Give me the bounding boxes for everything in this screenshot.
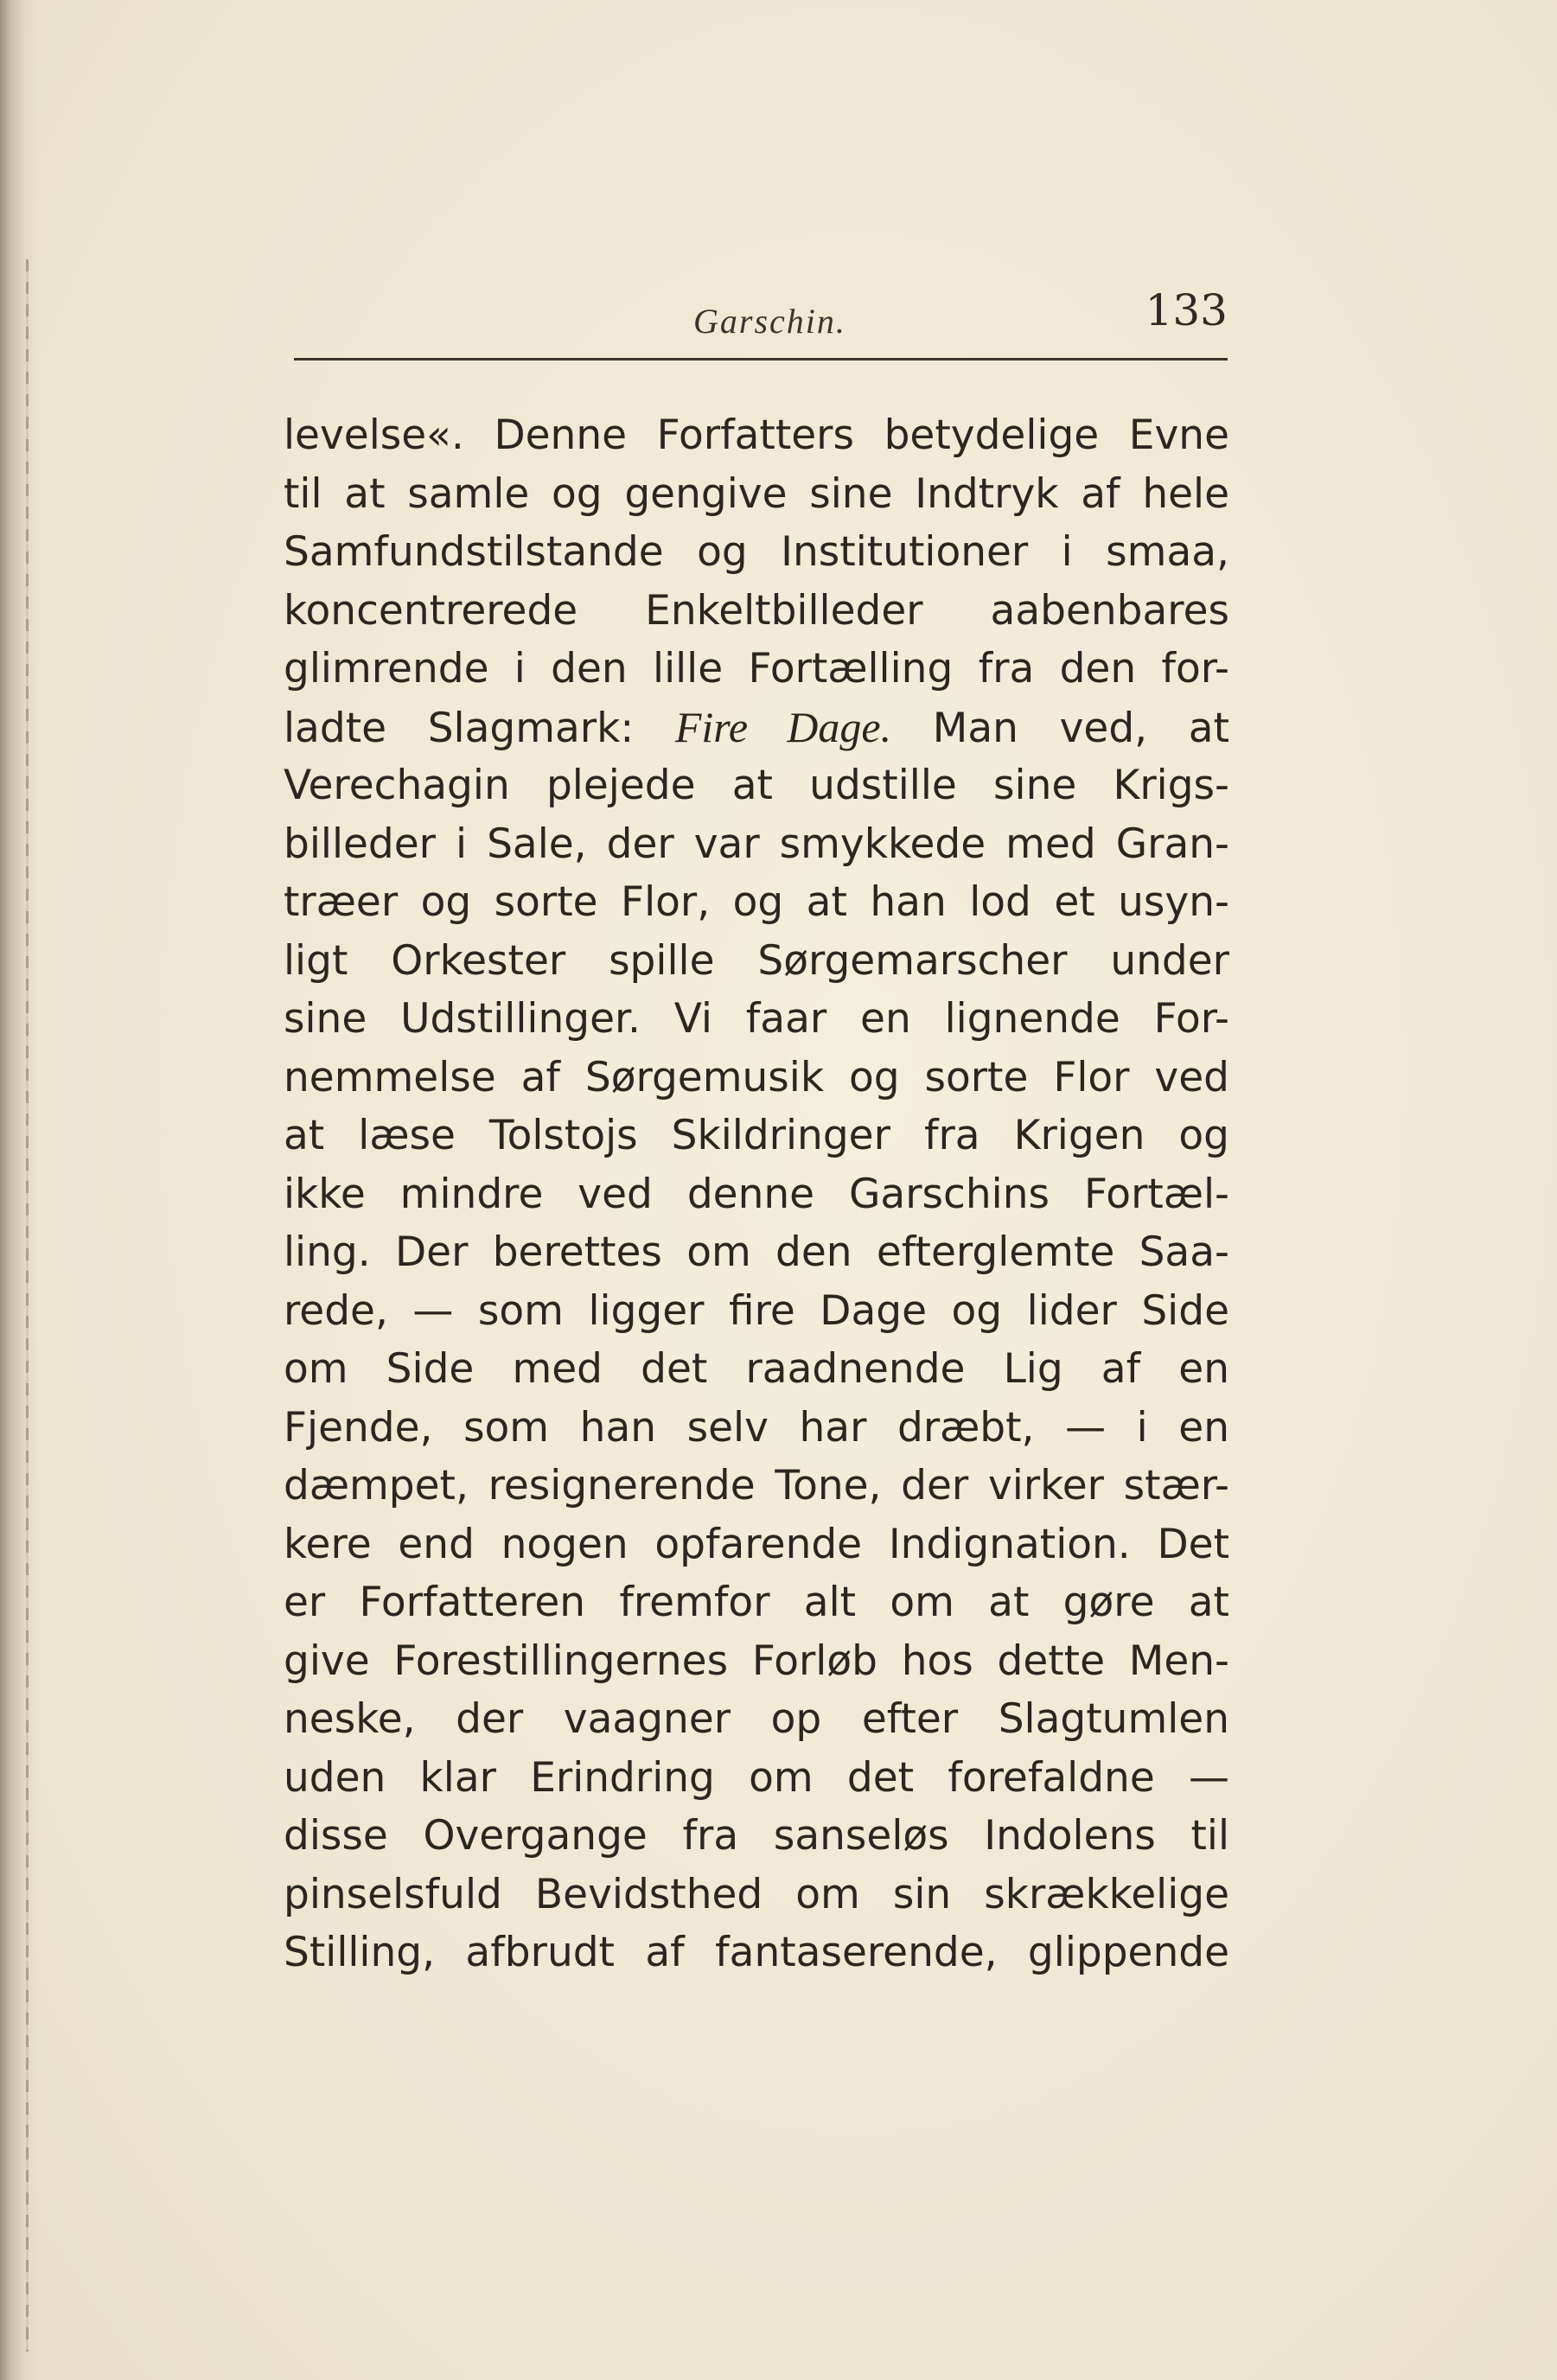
text-line: Samfundstilstande og Institutioner i smaa, <box>284 528 1229 576</box>
text-line <box>284 699 1229 757</box>
text-line: ikke mindre ved denne Garschins Fortæl- <box>284 1170 1229 1218</box>
text-line: ligt Orkester spille Sørgemarscher under <box>284 936 1229 985</box>
page-header <box>294 285 1228 354</box>
text-line: uden klar Erindring om det forefaldne — <box>284 1753 1229 1802</box>
page-number: 133 <box>1145 285 1228 335</box>
text-line: træer og sorte Flor, og at han lod et usyn- <box>284 878 1229 926</box>
text-line: give Forestillingernes Forløb hos dette Men- <box>284 1637 1229 1685</box>
text-segment: Man ved, at <box>932 704 1229 752</box>
text-line: er Forfatteren fremfor alt om at gøre at <box>284 1579 1229 1626</box>
page-binding-edge <box>0 0 40 2380</box>
text-line: levelse«. Denne Forfatters betydelige Evne <box>284 412 1229 459</box>
text-line: disse Overgange fra sanseløs Indolens til <box>284 1812 1229 1860</box>
text-line: ling. Der berettes om den efterglemte Saa- <box>284 1228 1229 1276</box>
binding-stitch-marks <box>26 259 29 2351</box>
text-segment: ladte Slagmark: <box>284 704 635 752</box>
text-line: pinselsfuld Bevidsthed om sin skrækkelige <box>284 1870 1229 1918</box>
text-line: koncentrerede Enkeltbilleder aabenbares <box>284 586 1229 635</box>
text-line: om Side med det raadnende Lig af en <box>284 1345 1229 1393</box>
text-line: Verechagin plejede at udstille sine Krigs- <box>284 762 1229 809</box>
header-rule <box>294 358 1228 361</box>
text-line: glimrende i den lille Fortælling fra den for- <box>284 645 1229 692</box>
text-line: sine Udstillinger. Vi faar en lignende For- <box>284 995 1229 1043</box>
text-line: Fjende, som han selv har dræbt, — i en <box>284 1403 1229 1452</box>
text-line: nemmelse af Sørgemusik og sorte Flor ved <box>284 1053 1229 1101</box>
running-title: Garschin. <box>693 302 846 341</box>
text-line: til at samle og gengive sine Indtryk af hele <box>284 469 1229 518</box>
text-line: rede, — som ligger fire Dage og lider Side <box>284 1286 1229 1335</box>
text-line: kere end nogen opfarende Indignation. Det <box>284 1520 1229 1568</box>
italic-title: Fire Dage. <box>674 702 892 751</box>
text-line: Stilling, afbrudt af fantaserende, glippende <box>284 1929 1229 1976</box>
text-line: neske, der vaagner op efter Slagtumlen <box>284 1695 1229 1743</box>
text-line: billeder i Sale, der var smykkede med Gran- <box>284 820 1229 868</box>
text-line: dæmpet, resignerende Tone, der virker stær- <box>284 1462 1229 1509</box>
body-text <box>284 406 1229 1982</box>
text-line: at læse Tolstojs Skildringer fra Krigen og <box>284 1112 1229 1159</box>
